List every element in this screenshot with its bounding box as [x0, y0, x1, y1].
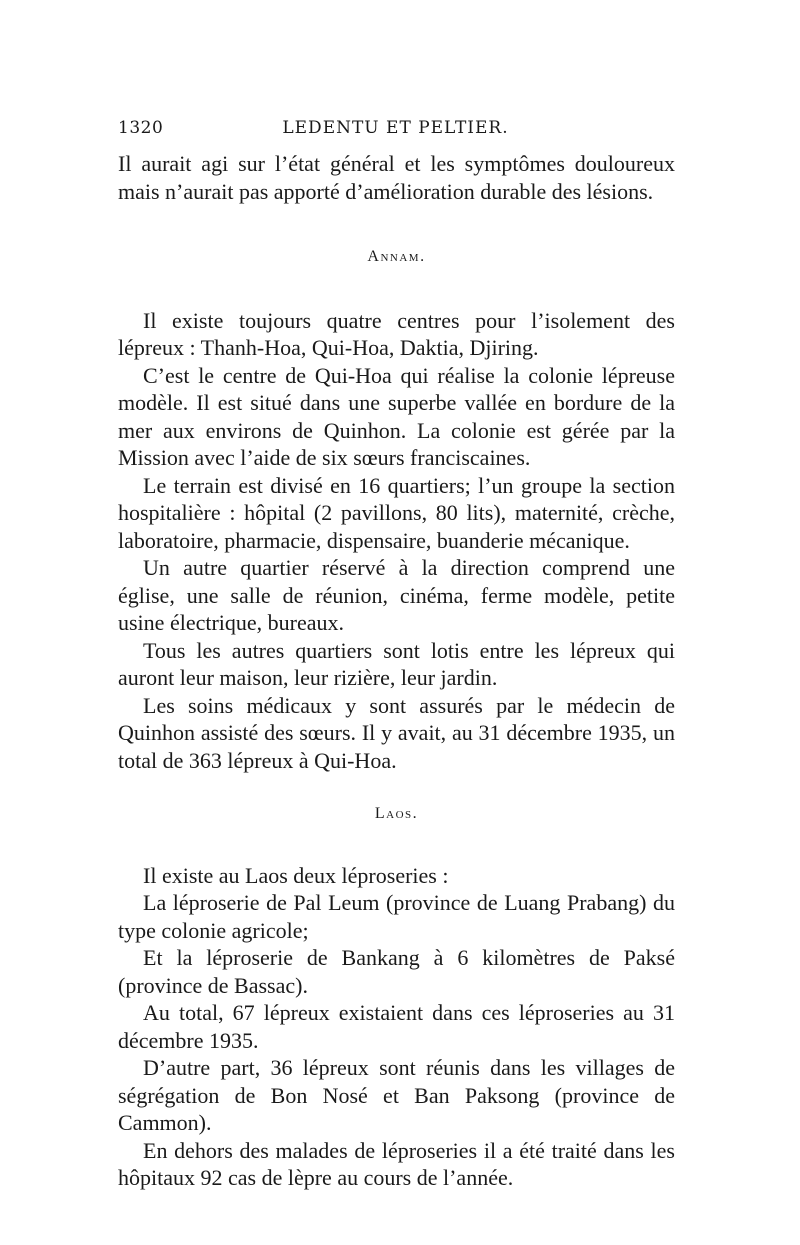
paragraph: Il existe toujours quatre centres pour l’isolement des lépreux : Thanh-Hoa, Qui-Hoa, Daktia, Djiring. [118, 307, 675, 360]
paragraph: Il existe au Laos deux léproseries : [143, 862, 449, 888]
paragraph: Au total, 67 lépreux existaient dans ces léproseries au 31 décembre 1935. [118, 1000, 675, 1053]
paragraph: Et la léproserie de Bankang à 6 kilomètres de Paksé (province de Bassac). [118, 945, 675, 998]
text-body [118, 150, 675, 1192]
page-number: 1320 [118, 118, 164, 138]
section-heading-annam: Annam. [367, 248, 426, 265]
paragraph: Le terrain est divisé en 16 quartiers; l’un groupe la section hospitalière : hôpital (2 pavillons, 80 lits), maternité, crèche, laboratoire, pharmacie, dispensaire, buanderie mécanique. [118, 472, 675, 553]
paragraph: La léproserie de Pal Leum (province de Luang Prabang) du type colonie agricole; [118, 890, 675, 943]
paragraph: Un autre quartier réservé à la direction comprend une église, une salle de réunion, cinéma, ferme modèle, petite usine électrique, bureaux. [118, 555, 675, 635]
paragraph: Il aurait agi sur l’état général et les symptômes douloureux mais n’aurait pas apporté d’amélioration durable des lésions. [118, 151, 675, 204]
paragraph: En dehors des malades de léproseries il a été traité dans les hôpitaux 92 cas de lèpre au cours de l’année. [118, 1137, 675, 1190]
paragraph: Les soins médicaux y sont assurés par le médecin de Quinhon assisté des sœurs. Il y avait, au 31 décembre 1935, un total de 363 lépreux à Qui-Hoa. [118, 692, 675, 773]
section-heading-laos: Laos. [374, 805, 419, 822]
paragraph: D’autre part, 36 lépreux sont réunis dans les villages de ségrégation de Bon Nosé et Ban Paksong (province de Cammon). [118, 1055, 675, 1135]
running-title: LEDENTU ET PELTIER. [282, 118, 509, 138]
paragraph: Tous les autres quartiers sont lotis entre les lépreux qui auront leur maison, leur rizière, leur jardin. [118, 637, 675, 690]
paragraph: C’est le centre de Qui-Hoa qui réalise la colonie lépreuse modèle. Il est situé dans une superbe vallée en bordure de la mer aux environs de Quinhon. La colonie est gérée par la Mission avec l’aide de six sœurs franciscaines. [118, 362, 675, 470]
